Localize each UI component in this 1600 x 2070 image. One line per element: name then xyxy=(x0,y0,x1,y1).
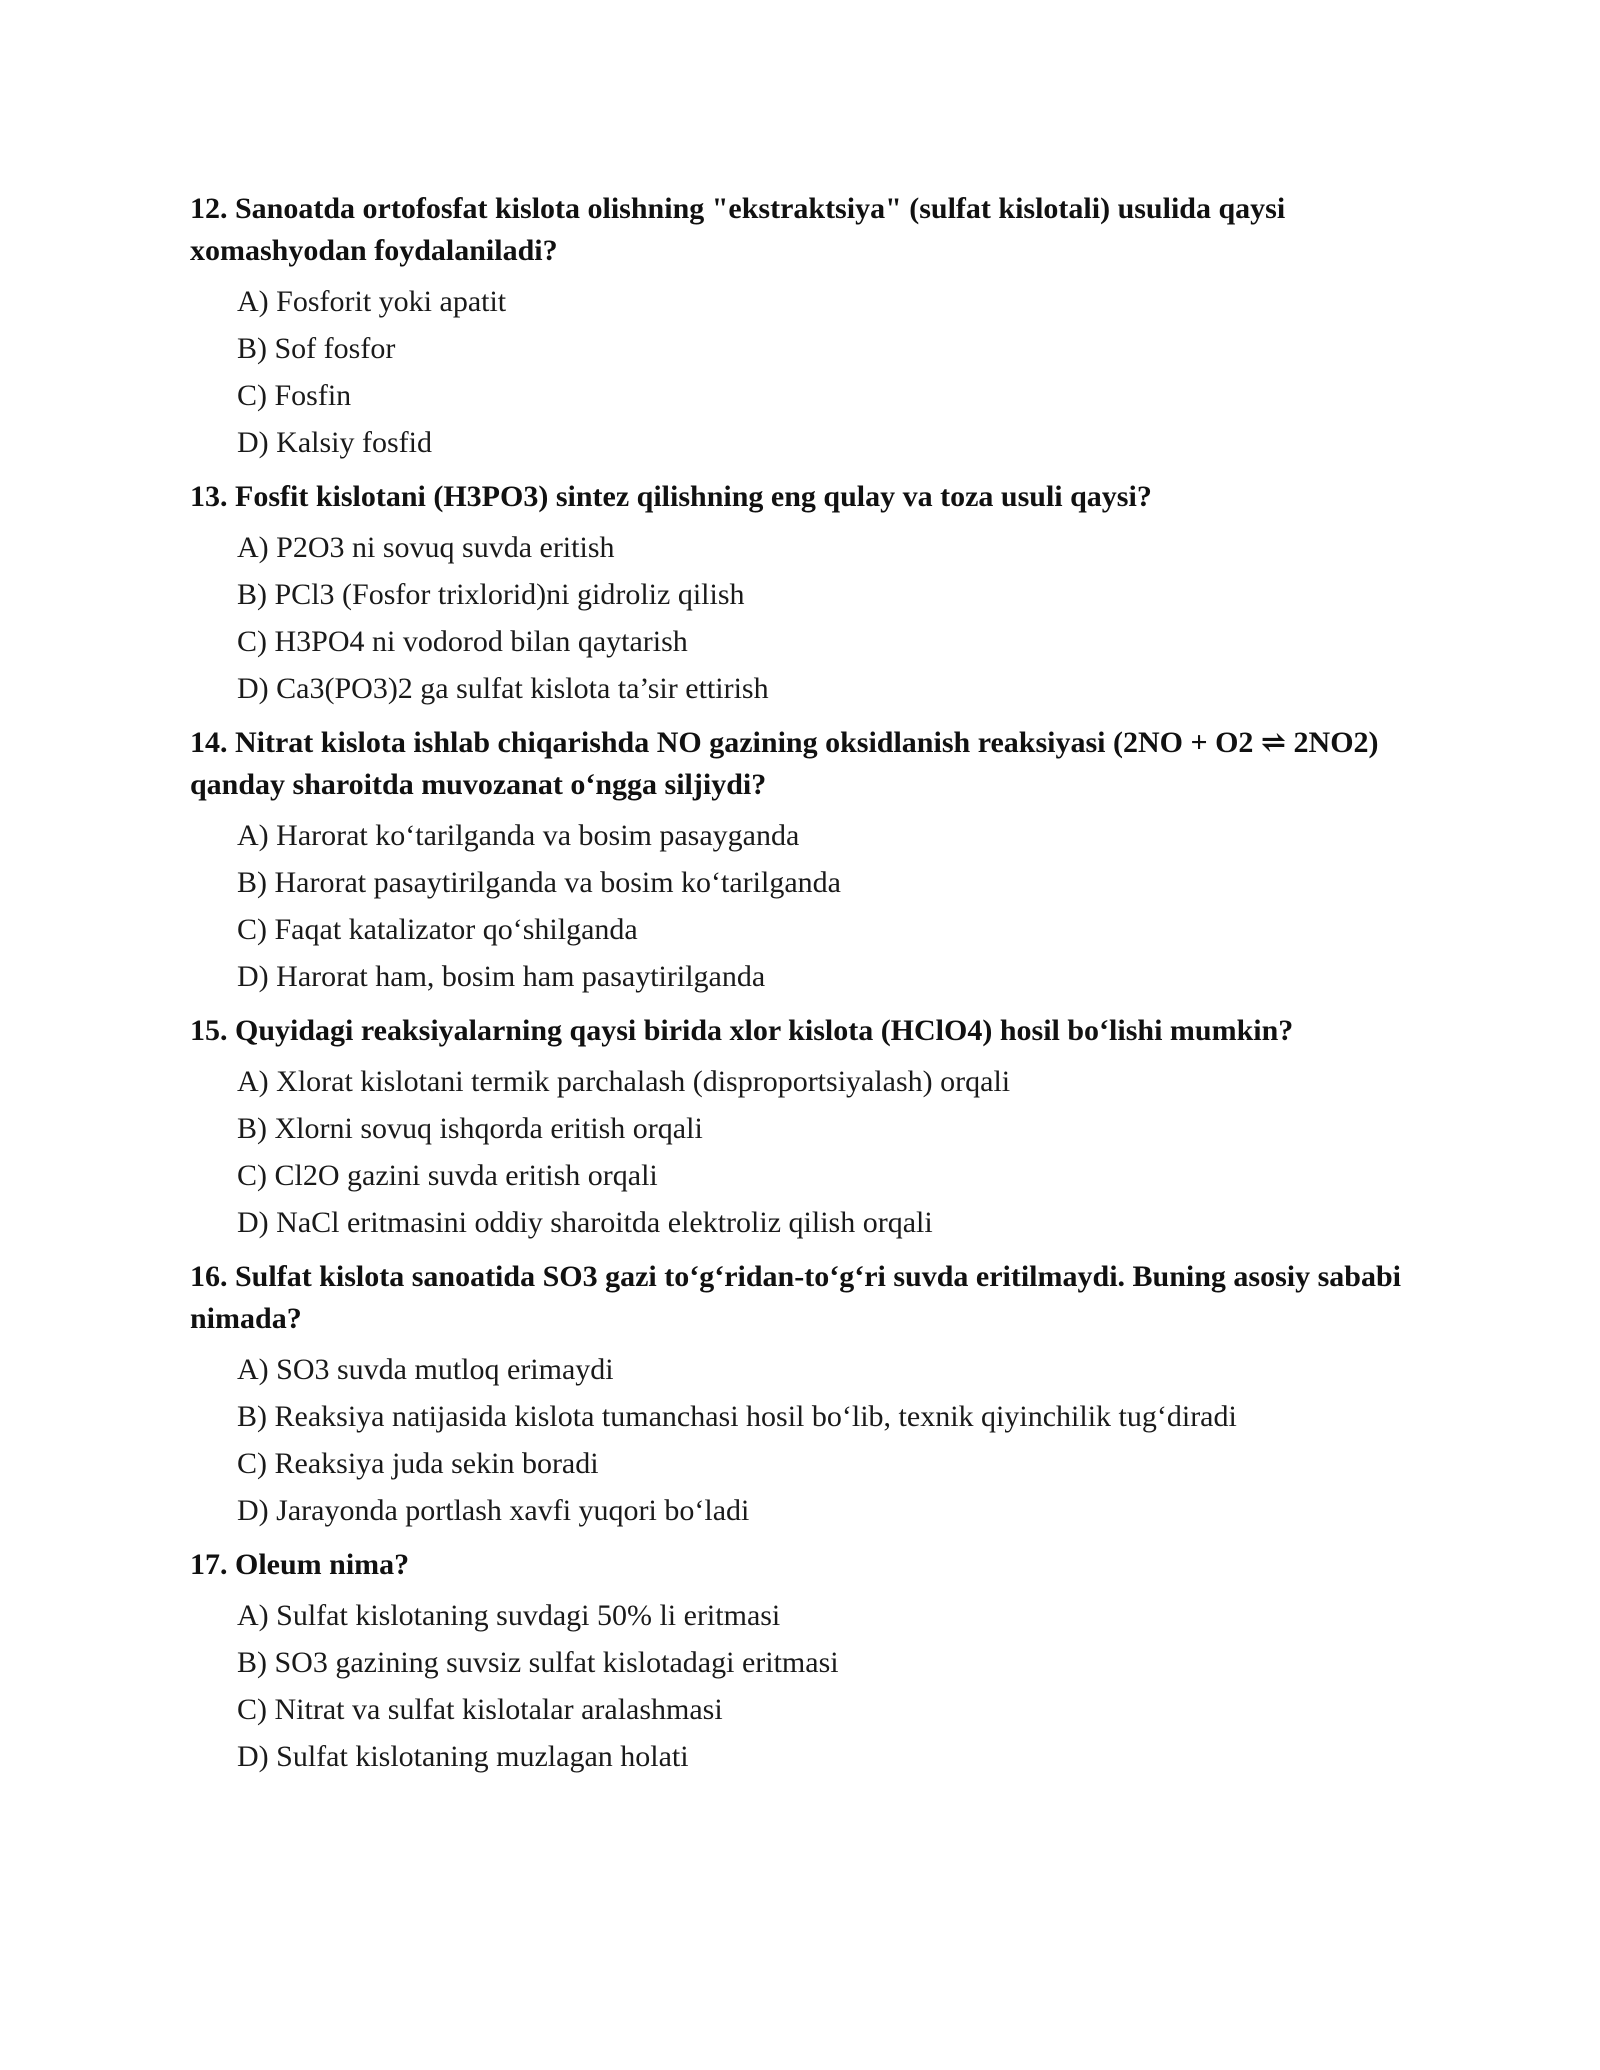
answer-options xyxy=(190,278,1430,466)
answer-option-a: A) P2O3 ni sovuq suvda eritish xyxy=(237,531,615,564)
answer-option-a: A) Sulfat kislotaning suvdagi 50% li eritmasi xyxy=(237,1599,781,1632)
answer-option-b: B) SO3 gazining suvsiz sulfat kislotadagi eritmasi xyxy=(237,1646,839,1679)
question-title: 16. Sulfat kislota sanoatida SO3 gazi to‘g‘ridan-to‘g‘ri suvda eritilmaydi. Buning asosiy sababi nimada? xyxy=(190,1260,1401,1335)
answer-option-d: D) Kalsiy fosfid xyxy=(237,426,432,459)
answer-option-d: D) Ca3(PO3)2 ga sulfat kislota ta’sir ettirish xyxy=(237,672,769,705)
answer-option-c: C) Cl2O gazini suvda eritish orqali xyxy=(237,1159,658,1192)
answer-option-d: D) Jarayonda portlash xavfi yuqori bo‘ladi xyxy=(237,1494,750,1527)
answer-option-c: C) H3PO4 ni vodorod bilan qaytarish xyxy=(237,625,688,658)
question-16 xyxy=(190,1256,1430,1534)
answer-option-b: B) Xlorni sovuq ishqorda eritish orqali xyxy=(237,1112,703,1145)
answer-option-d: D) Harorat ham, bosim ham pasaytirilganda xyxy=(237,960,766,993)
answer-option-a: A) Harorat ko‘tarilganda va bosim pasayganda xyxy=(237,819,800,852)
question-13 xyxy=(190,476,1430,712)
answer-options xyxy=(190,1592,1430,1780)
question-title: 13. Fosfit kislotani (H3PO3) sintez qilishning eng qulay va toza usuli qaysi? xyxy=(190,480,1152,513)
document-page xyxy=(190,188,1430,1790)
question-title: 12. Sanoatda ortofosfat kislota olishning "ekstraktsiya" (sulfat kislotali) usulida qaysi xomashyodan foydalaniladi? xyxy=(190,192,1286,267)
question-17 xyxy=(190,1544,1430,1780)
answer-option-a: A) Fosforit yoki apatit xyxy=(237,285,507,318)
answer-option-c: C) Faqat katalizator qo‘shilganda xyxy=(237,913,638,946)
answer-option-b: B) PCl3 (Fosfor trixlorid)ni gidroliz qilish xyxy=(237,578,745,611)
answer-option-c: C) Fosfin xyxy=(237,379,352,412)
answer-option-c: C) Nitrat va sulfat kislotalar aralashmasi xyxy=(237,1693,723,1726)
answer-option-c: C) Reaksiya juda sekin boradi xyxy=(237,1447,599,1480)
question-12 xyxy=(190,188,1430,466)
answer-option-b: B) Sof fosfor xyxy=(237,332,396,365)
answer-option-b: B) Reaksiya natijasida kislota tumanchasi hosil bo‘lib, texnik qiyinchilik tug‘diradi xyxy=(237,1400,1237,1433)
answer-option-d: D) NaCl eritmasini oddiy sharoitda elektroliz qilish orqali xyxy=(237,1206,933,1239)
answer-options xyxy=(190,1058,1430,1246)
answer-option-b: B) Harorat pasaytirilganda va bosim ko‘tarilganda xyxy=(237,866,841,899)
question-title: 15. Quyidagi reaksiyalarning qaysi birida xlor kislota (HClO4) hosil bo‘lishi mumkin? xyxy=(190,1014,1294,1047)
question-title: 14. Nitrat kislota ishlab chiqarishda NO gazining oksidlanish reaksiyasi (2NO + O2 ⇌ 2NO2) qanday sharoitda muvozanat o‘ngga siljiydi? xyxy=(190,726,1379,801)
question-title: 17. Oleum nima? xyxy=(190,1548,410,1581)
answer-option-a: A) SO3 suvda mutloq erimaydi xyxy=(237,1353,614,1386)
answer-option-d: D) Sulfat kislotaning muzlagan holati xyxy=(237,1740,689,1773)
question-14 xyxy=(190,722,1430,1000)
question-15 xyxy=(190,1010,1430,1246)
answer-options xyxy=(190,1346,1430,1534)
answer-options xyxy=(190,524,1430,712)
answer-option-a: A) Xlorat kislotani termik parchalash (disproportsiyalash) orqali xyxy=(237,1065,1011,1098)
answer-options xyxy=(190,812,1430,1000)
